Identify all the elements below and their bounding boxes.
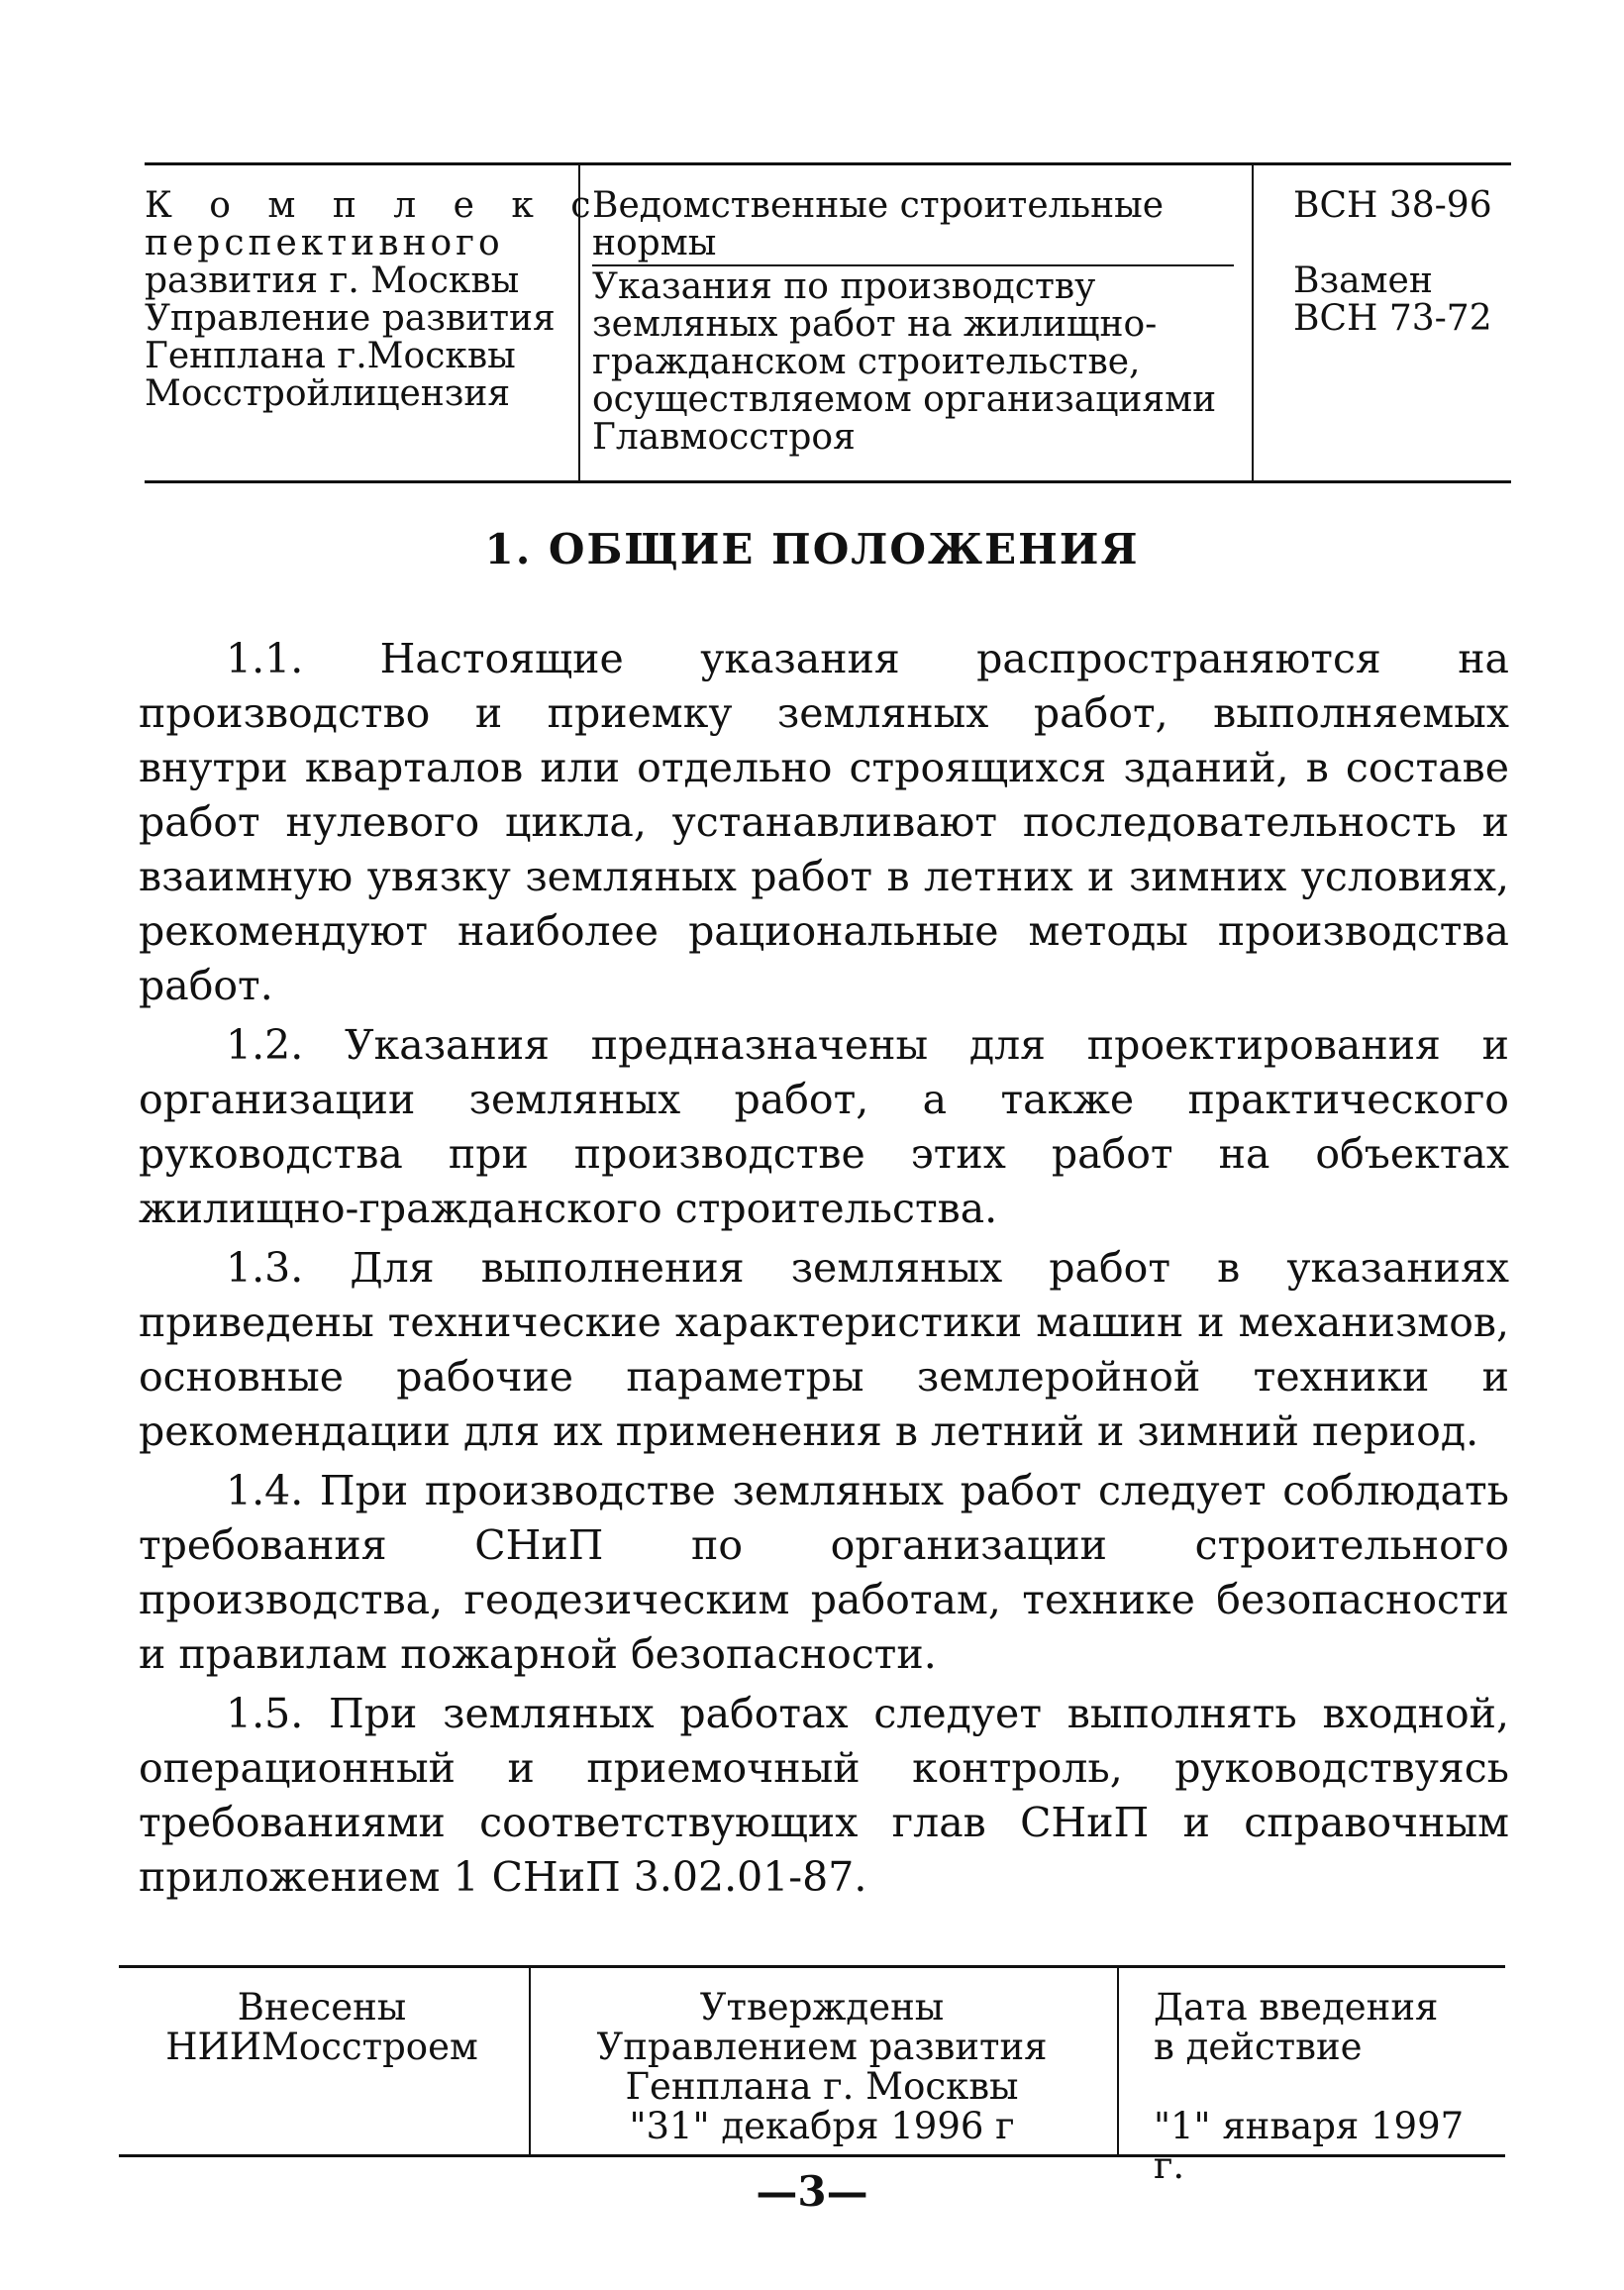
org-line: перспективного (145, 223, 504, 263)
header-divider (578, 165, 580, 480)
footer-divider (529, 1968, 531, 2154)
replaces-label: Взамен (1293, 260, 1433, 301)
header-divider (1252, 165, 1254, 480)
effective-label: в действие (1154, 2026, 1363, 2068)
approved-block (535, 1988, 1109, 2146)
document-code-block (1293, 187, 1506, 338)
org-line: Генплана г.Москвы (145, 336, 516, 376)
submitted-by: НИИМосстроем (165, 2026, 478, 2068)
page-number: —3— (756, 2167, 868, 2216)
approved-label: Утверждены (699, 1986, 945, 2029)
section-body (139, 632, 1509, 1910)
org-line: развития г. Москвы (145, 260, 520, 301)
submitted-label: Внесены (237, 1986, 407, 2029)
paragraph: 1.5. При земляных работах следует выполнять входной, операционный и приемочный контроль, руководствуясь требованиями соответствующих глав СНиП и справочным приложением 1 СНиП 3.02.01-87. (139, 1690, 1509, 1901)
approved-by: Управлением развития (596, 2026, 1048, 2068)
replaces-code: ВСН 73-72 (1293, 298, 1492, 339)
effective-block (1154, 1988, 1505, 2186)
document-title: Указания по производству земляных работ на жилищно-гражданском строительстве, осуществляемом организациями Главмосстроя (592, 266, 1217, 458)
paragraph: 1.2. Указания предназначены для проектирования и организации земляных работ, а также практического руководства при производстве этих работ на объектах жилищно-гражданского строительства. (139, 1021, 1509, 1232)
document-code: ВСН 38-96 (1293, 185, 1492, 226)
footer-table (119, 1965, 1505, 2187)
org-line: К о м п л е к с (145, 185, 604, 226)
norms-type: Ведомственные строительные нормы (592, 187, 1234, 266)
section-title: 1. ОБЩИЕ ПОЛОЖЕНИЯ (484, 525, 1140, 573)
footer-divider (1117, 1968, 1119, 2154)
paragraph: 1.3. Для выполнения земляных работ в указаниях приведены технические характеристики машин и механизмов, основные рабочие параметры землеройной техники и рекомендации для их применения в летний и зимний период. (139, 1244, 1509, 1455)
submitted-block (119, 1988, 525, 2067)
approved-by: Генплана г. Москвы (625, 2065, 1019, 2108)
org-line: Мосстройлицензия (145, 373, 511, 414)
paragraph: 1.4. При производстве земляных работ следует соблюдать требования СНиП по организации строительного производства, геодезическим работам, технике безопасности и правилам пожарной безопасности. (139, 1467, 1509, 1678)
approved-date: "31" декабря 1996 г (629, 2105, 1015, 2147)
org-line: Управление развития (145, 298, 556, 339)
effective-label: Дата введения (1154, 1986, 1439, 2029)
effective-date: "1" января 1997 г. (1154, 2105, 1465, 2187)
issuing-organizations (145, 185, 604, 414)
document-type-and-title (592, 187, 1246, 457)
header-table (145, 162, 1511, 483)
paragraph: 1.1. Настоящие указания распространяются на производство и приемку земляных работ, выполняемых внутри кварталов или отдельно строящихся зданий, в составе работ нулевого цикла, устанавливают последовательность и взаимную увязку земляных работ в летних и зимних условиях, рекомендуют наиболее рациональные методы производства работ. (139, 635, 1509, 1009)
